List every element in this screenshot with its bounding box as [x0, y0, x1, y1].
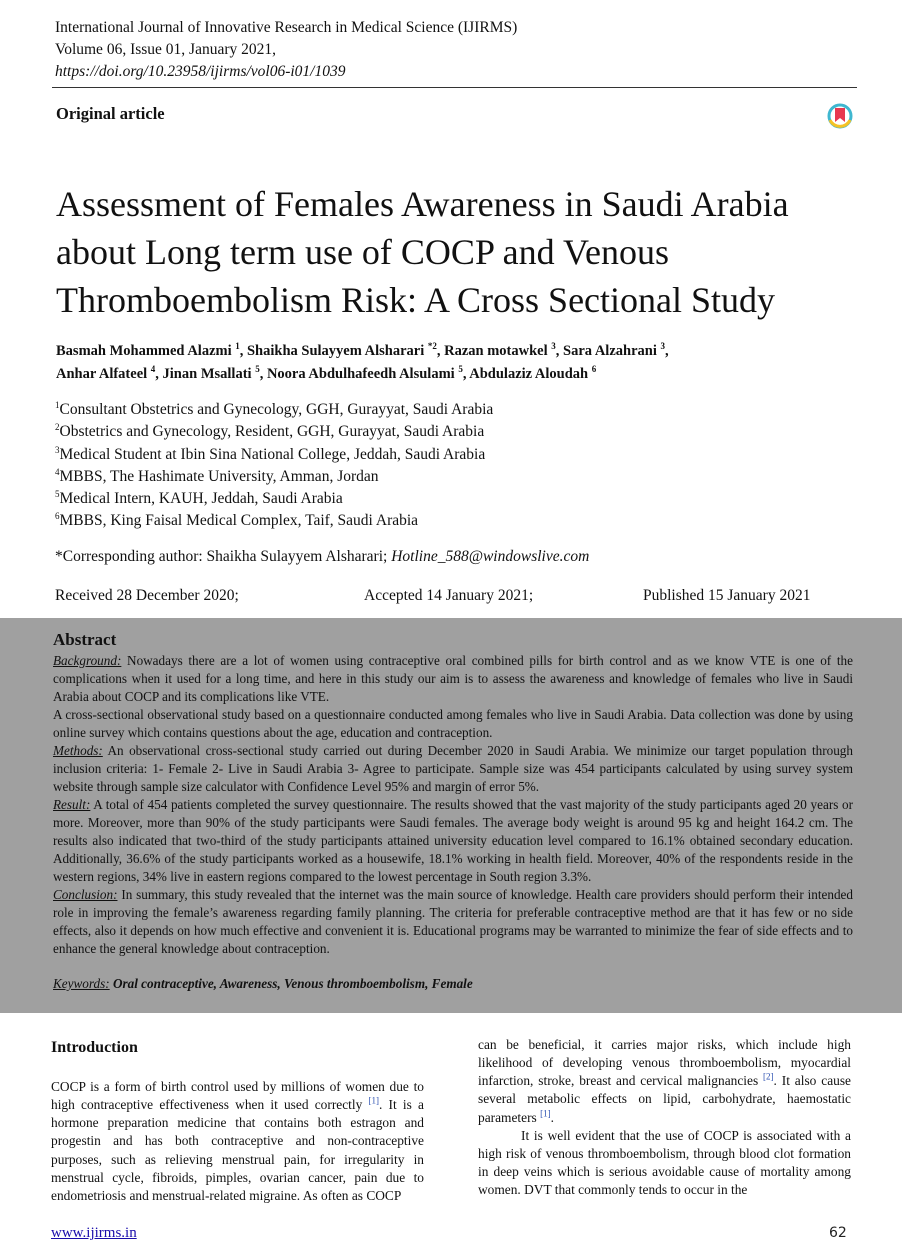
citation-link[interactable]: [1] [368, 1095, 380, 1106]
body-column-left [51, 1036, 424, 1205]
keywords-label: Keywords: [53, 975, 110, 991]
published-date: Published 15 January 2021 [643, 586, 811, 604]
body-columns [51, 1036, 851, 1205]
paragraph-text: . It also cause several metabolic effects on lipid, carbohydrate, haemostatic parameters [478, 1073, 851, 1125]
author-name: Razan motawkel [444, 343, 548, 359]
background-text: Nowadays there are a lot of women using contraceptive oral combined pills for birth control and as we know VTE is one of the complications when it used for a long time, and here in this study our aim is to assess the awareness and knowledge of females who live in Saudi Arabia about COCP and its complications like VTE. [53, 652, 853, 704]
author-affiliation-ref: 5 [458, 364, 463, 375]
affiliation-text: MBBS, The Hashimate University, Amman, Jordan [59, 467, 379, 485]
corresponding-label: *Corresponding author: Shaikha Sulayyem Alsharari; [55, 547, 392, 565]
affiliation-item [55, 399, 902, 421]
abstract [53, 629, 853, 993]
article-title [56, 180, 876, 324]
abstract-keywords [53, 975, 853, 993]
title-line: about Long term use of COCP and Venous [56, 232, 669, 272]
affiliation-item [55, 466, 902, 488]
author-name: Anhar Alfateel [56, 366, 148, 382]
affiliation-number: 3 [55, 444, 60, 455]
methods-label: Methods: [53, 742, 103, 758]
result-text: A total of 454 patients completed the survey questionnaire. The results showed that the vast majority of the study participants aged 20 years or more. Moreover, more than 90% of the study participants were Saudi females. The average body weight is around 95 kg and height 164.2 cm. The results also indicated that two-third of the study participants attained university education level compared to 16.1% obtained secondary education. Additionally, 36.6% of the study participants worked as a housewife, 18.1% working in health field. Moreover, 40% of the respondents reside in the western regions, 34% live in eastern regions compared to the lowest percentage in South region 3.3%. [53, 796, 853, 884]
abstract-methods-section [53, 742, 853, 796]
paragraph-text: . It is a hormone preparation medicine that contains both estragon and progestin and has both contraceptive and non-contraceptive purposes, such as relieving menstrual pain, for irregularity in menstrual cycle, fibroids, pimples, ovarian cancer, pain due to endometriosis and menstrual-related migraine. As often as COCP [51, 1096, 425, 1203]
abstract-background-section [53, 652, 853, 706]
paragraph-text: can be beneficial, it carries major risks, which include high likelihood of developing venous thromboembolism, myocardial infarction, stroke, breast and cervical malignancies [478, 1036, 851, 1089]
author-list: Basmah Mohammed Alazmi $^1$, Shaikha Sulayyem Alsharari $^{*2}$, Razan motawkel $^3$, Sara Alzahrani $^3$, Anhar Alfateel $^4$, Jinan Msallati $^5$, Noora Abdulhafeedh Alsulami $^5$, Abdulaziz Aloudah $^6$ [56, 341, 669, 382]
received-date: Received 28 December 2020; [55, 586, 239, 604]
affiliation-number: 1 [55, 399, 60, 410]
affiliation-number: 6 [55, 511, 60, 522]
article-type: Original article [56, 104, 165, 123]
author-name: Sara Alzahrani [563, 343, 657, 359]
author-name: Jinan Msallati [162, 366, 252, 382]
author-name: Basmah Mohammed Alazmi [56, 343, 232, 359]
author-affiliation-ref: 3 [660, 341, 665, 352]
body-column-right [478, 1036, 851, 1205]
citation-link[interactable]: [1] [540, 1108, 551, 1119]
introduction-paragraph [478, 1036, 851, 1127]
affiliation-item [55, 488, 902, 510]
abstract-conclusion-section [53, 886, 853, 958]
author-affiliation-ref: 4 [150, 364, 156, 375]
affiliation-item [55, 444, 902, 466]
author-affiliation-ref: 3 [551, 341, 556, 352]
conclusion-text: In summary, this study revealed that the internet was the main source of knowledge. Health care providers should perform their intended role in improving the female’s awareness regarding family planning. The criteria for preferable contraceptive method are that it has few or no side effects, also it depends on how much effective and convenient it is. Educational programs may be warranted to minimize the fear of side effects and to enhance the general knowledge about contraception. [53, 886, 853, 956]
author-name: Noora Abdulhafeedh Alsulami [266, 366, 455, 382]
check-for-updates-bookmark-icon[interactable] [826, 102, 854, 130]
abstract-background [0, 618, 902, 1013]
affiliation-item [55, 421, 902, 443]
introduction-paragraph: It is well evident that the use of COCP is associated with a high risk of venous thromboembolism, through blood clot formation in deep veins which is serious avoidable cause of mortality among women. DVT that commonly tends to occur in the [478, 1127, 851, 1198]
author-affiliation-ref: *2 [427, 341, 437, 352]
affiliation-number: 5 [55, 489, 60, 500]
title-line: Assessment of Females Awareness in Saudi Arabia [56, 184, 789, 224]
affiliation-number: 4 [55, 466, 60, 477]
author-affiliation-ref: 6 [591, 364, 597, 375]
paragraph-text: COCP is a form of birth control used by millions of women due to high contraceptive effectiveness when it used correctly [51, 1078, 424, 1112]
journal-doi[interactable]: https://doi.org/10.23958/ijirms/vol06-i01/1039 [55, 63, 346, 80]
paragraph-text: . [550, 1109, 554, 1125]
abstract-design-text: A cross-sectional observational study based on a questionnaire conducted among females who live in Saudi Arabia. Data collection was done by using online survey which contains questions about the age, education and contraception. [53, 706, 853, 740]
title-line: Thromboembolism Risk: A Cross Sectional Study [56, 280, 776, 320]
introduction-paragraph [51, 1078, 424, 1205]
journal-website-link[interactable]: www.ijirms.in [51, 1225, 137, 1242]
corresponding-author [55, 547, 902, 567]
page-number: 62 [829, 1225, 847, 1242]
affiliation-text: Medical Student at Ibin Sina National College, Jeddah, Saudi Arabia [59, 445, 486, 463]
article-body-flow [0, 340, 902, 1253]
keywords-text: Oral contraceptive, Awareness, Venous thromboembolism, Female [109, 975, 473, 991]
result-label: Result: [53, 796, 91, 812]
affiliation-list [55, 399, 902, 533]
corresponding-email[interactable]: Hotline_588@windowslive.com [391, 547, 590, 565]
author-affiliation-ref: 1 [235, 341, 240, 352]
affiliation-text: Obstetrics and Gynecology, Resident, GGH, Gurayyat, Saudi Arabia [59, 423, 485, 441]
affiliation-number: 2 [55, 422, 60, 433]
author-name: Shaikha Sulayyem Alsharari [246, 343, 425, 359]
article-dates [0, 586, 902, 606]
abstract-heading: Abstract [53, 629, 117, 649]
header-divider [52, 87, 857, 88]
methods-text: An observational cross-sectional study carried out during December 2020 in Saudi Arabia. We minimize our target population through inclusion criteria: 1- Female 2- Live in Saudi Arabia 3- Agree to participate. Sample size was 454 participants calculated by using survey system website through sample size calculator with Confidence Level 95% and margin of error 5%. [53, 742, 853, 794]
introduction-heading: Introduction [51, 1038, 138, 1056]
affiliation-text: Consultant Obstetrics and Gynecology, GGH, Gurayyat, Saudi Arabia [59, 401, 494, 418]
journal-volume: Volume 06, Issue 01, January 2021, [55, 41, 276, 58]
affiliation-text: MBBS, King Faisal Medical Complex, Taif, Saudi Arabia [59, 512, 419, 530]
author-name: Abdulaziz Aloudah [469, 366, 589, 382]
journal-name: International Journal of Innovative Research in Medical Science (IJIRMS) [55, 19, 518, 36]
author-affiliation-ref: 5 [255, 364, 260, 375]
conclusion-label: Conclusion: [53, 886, 118, 902]
abstract-result-section [53, 796, 853, 886]
journal-header [55, 17, 517, 83]
affiliation-text: Medical Intern, KAUH, Jeddah, Saudi Arabia [59, 490, 343, 508]
background-label: Background: [53, 652, 122, 668]
affiliation-item [55, 510, 902, 532]
accepted-date: Accepted 14 January 2021; [364, 586, 534, 604]
citation-link[interactable]: [2] [763, 1071, 774, 1082]
